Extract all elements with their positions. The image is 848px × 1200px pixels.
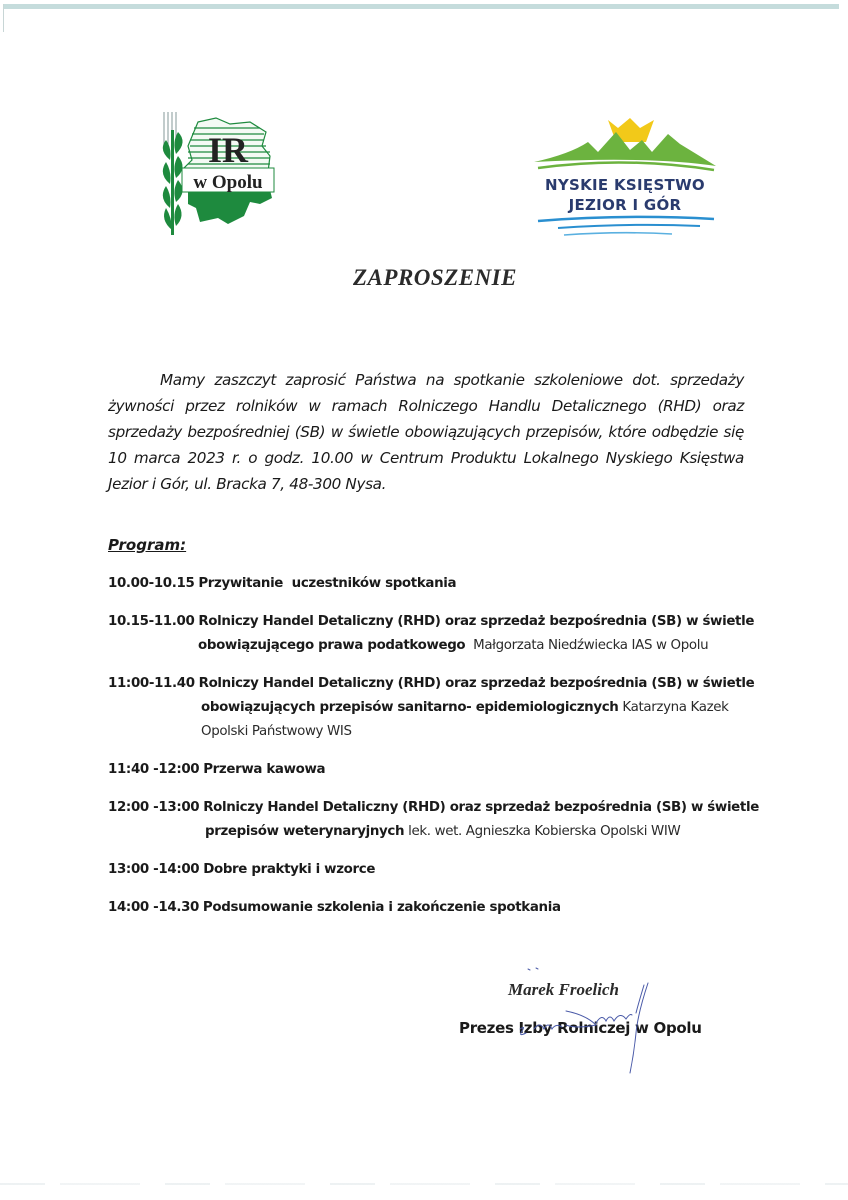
agenda-title: Przerwa kawowa: [203, 762, 326, 777]
agenda-time: 10.15-11.00: [108, 614, 195, 629]
agenda-time: 14:00 -14.30: [108, 900, 199, 915]
w-opolu-text: w Opolu: [193, 172, 263, 193]
nyskie-ksiestwo-logo: [530, 112, 720, 247]
document-title: ZAPROSZENIE: [353, 265, 517, 290]
signatory-role: Prezes Izby Rolniczej w Opolu: [459, 1019, 702, 1037]
program-heading: Program:: [108, 536, 187, 554]
agenda-item: [108, 610, 768, 658]
agenda-item: [108, 758, 768, 782]
invitation-paragraph: Mamy zaszczyt zaprosić Państwa na spotkanie szkoleniowe dot. sprzedaży żywności przez rolników w ramach Rolniczego Handlu Detalicznego (RHD) oraz sprzedaży bezpośredniej (SB) w świetle obowiązujących przepisów, które odbędzie się 10 marca 2023 r. o godz. 10.00 w Centrum Produktu Lokalnego Nyskiego Księstwa Jezior i Gór, ul. Bracka 7, 48-300 Nysa.: [108, 371, 744, 493]
agenda-item: [108, 858, 768, 882]
signatory-name: Marek Froelich: [508, 980, 619, 999]
agenda-time: 11:40 -12:00: [108, 762, 200, 777]
scan-edge-bottom: [0, 1183, 848, 1185]
agenda-title-continued: przepisów weterynaryjnych: [205, 824, 405, 839]
agenda-title-continued: obowiązującego prawa podatkowego: [198, 638, 466, 653]
agenda-speaker: Małgorzata Niedźwiecka IAS w Opolu: [473, 638, 709, 653]
agenda-time: 10.00-10.15: [108, 576, 195, 591]
agenda-title: Dobre praktyki i wzorce: [203, 862, 376, 877]
agenda-item: [108, 572, 768, 596]
agenda-speaker-continued: Opolski Państwowy WIS: [201, 724, 352, 739]
logo-text-line1: NYSKIE KSIĘSTWO: [545, 176, 705, 194]
izba-rolnicza-logo: [160, 110, 280, 235]
agenda-list: [108, 572, 768, 934]
scan-edge-left: [3, 4, 4, 32]
agenda-speaker: lek. wet. Agnieszka Kobierska Opolski WIW: [408, 824, 681, 839]
agenda-time: 11:00-11.40: [108, 676, 195, 691]
agenda-title: Rolniczy Handel Detaliczny (RHD) oraz sprzedaż bezpośrednia (SB) w świetle: [198, 614, 755, 629]
agenda-title: Rolniczy Handel Detaliczny (RHD) oraz sprzedaż bezpośrednia (SB) w świetle: [198, 676, 755, 691]
scan-edge-top: [3, 4, 839, 9]
agenda-item: [108, 672, 768, 744]
agenda-speaker: Katarzyna Kazek: [622, 700, 729, 715]
agenda-title: Rolniczy Handel Detaliczny (RHD) oraz sprzedaż bezpośrednia (SB) w świetle: [203, 800, 759, 815]
agenda-item: [108, 896, 768, 920]
logo-text-line2: JEZIOR I GÓR: [568, 196, 682, 214]
ir-letters: IR: [207, 130, 249, 170]
wheat-map-emblem-icon: [160, 110, 280, 235]
agenda-time: 12:00 -13:00: [108, 800, 200, 815]
agenda-item: [108, 796, 768, 844]
agenda-title-continued: obowiązujących przepisów sanitarno- epidemiologicznych: [201, 700, 619, 715]
agenda-title: Podsumowanie szkolenia i zakończenie spotkania: [202, 900, 561, 915]
agenda-time: 13:00 -14:00: [108, 862, 200, 877]
agenda-title: Przywitanie uczestników spotkania: [198, 576, 457, 591]
